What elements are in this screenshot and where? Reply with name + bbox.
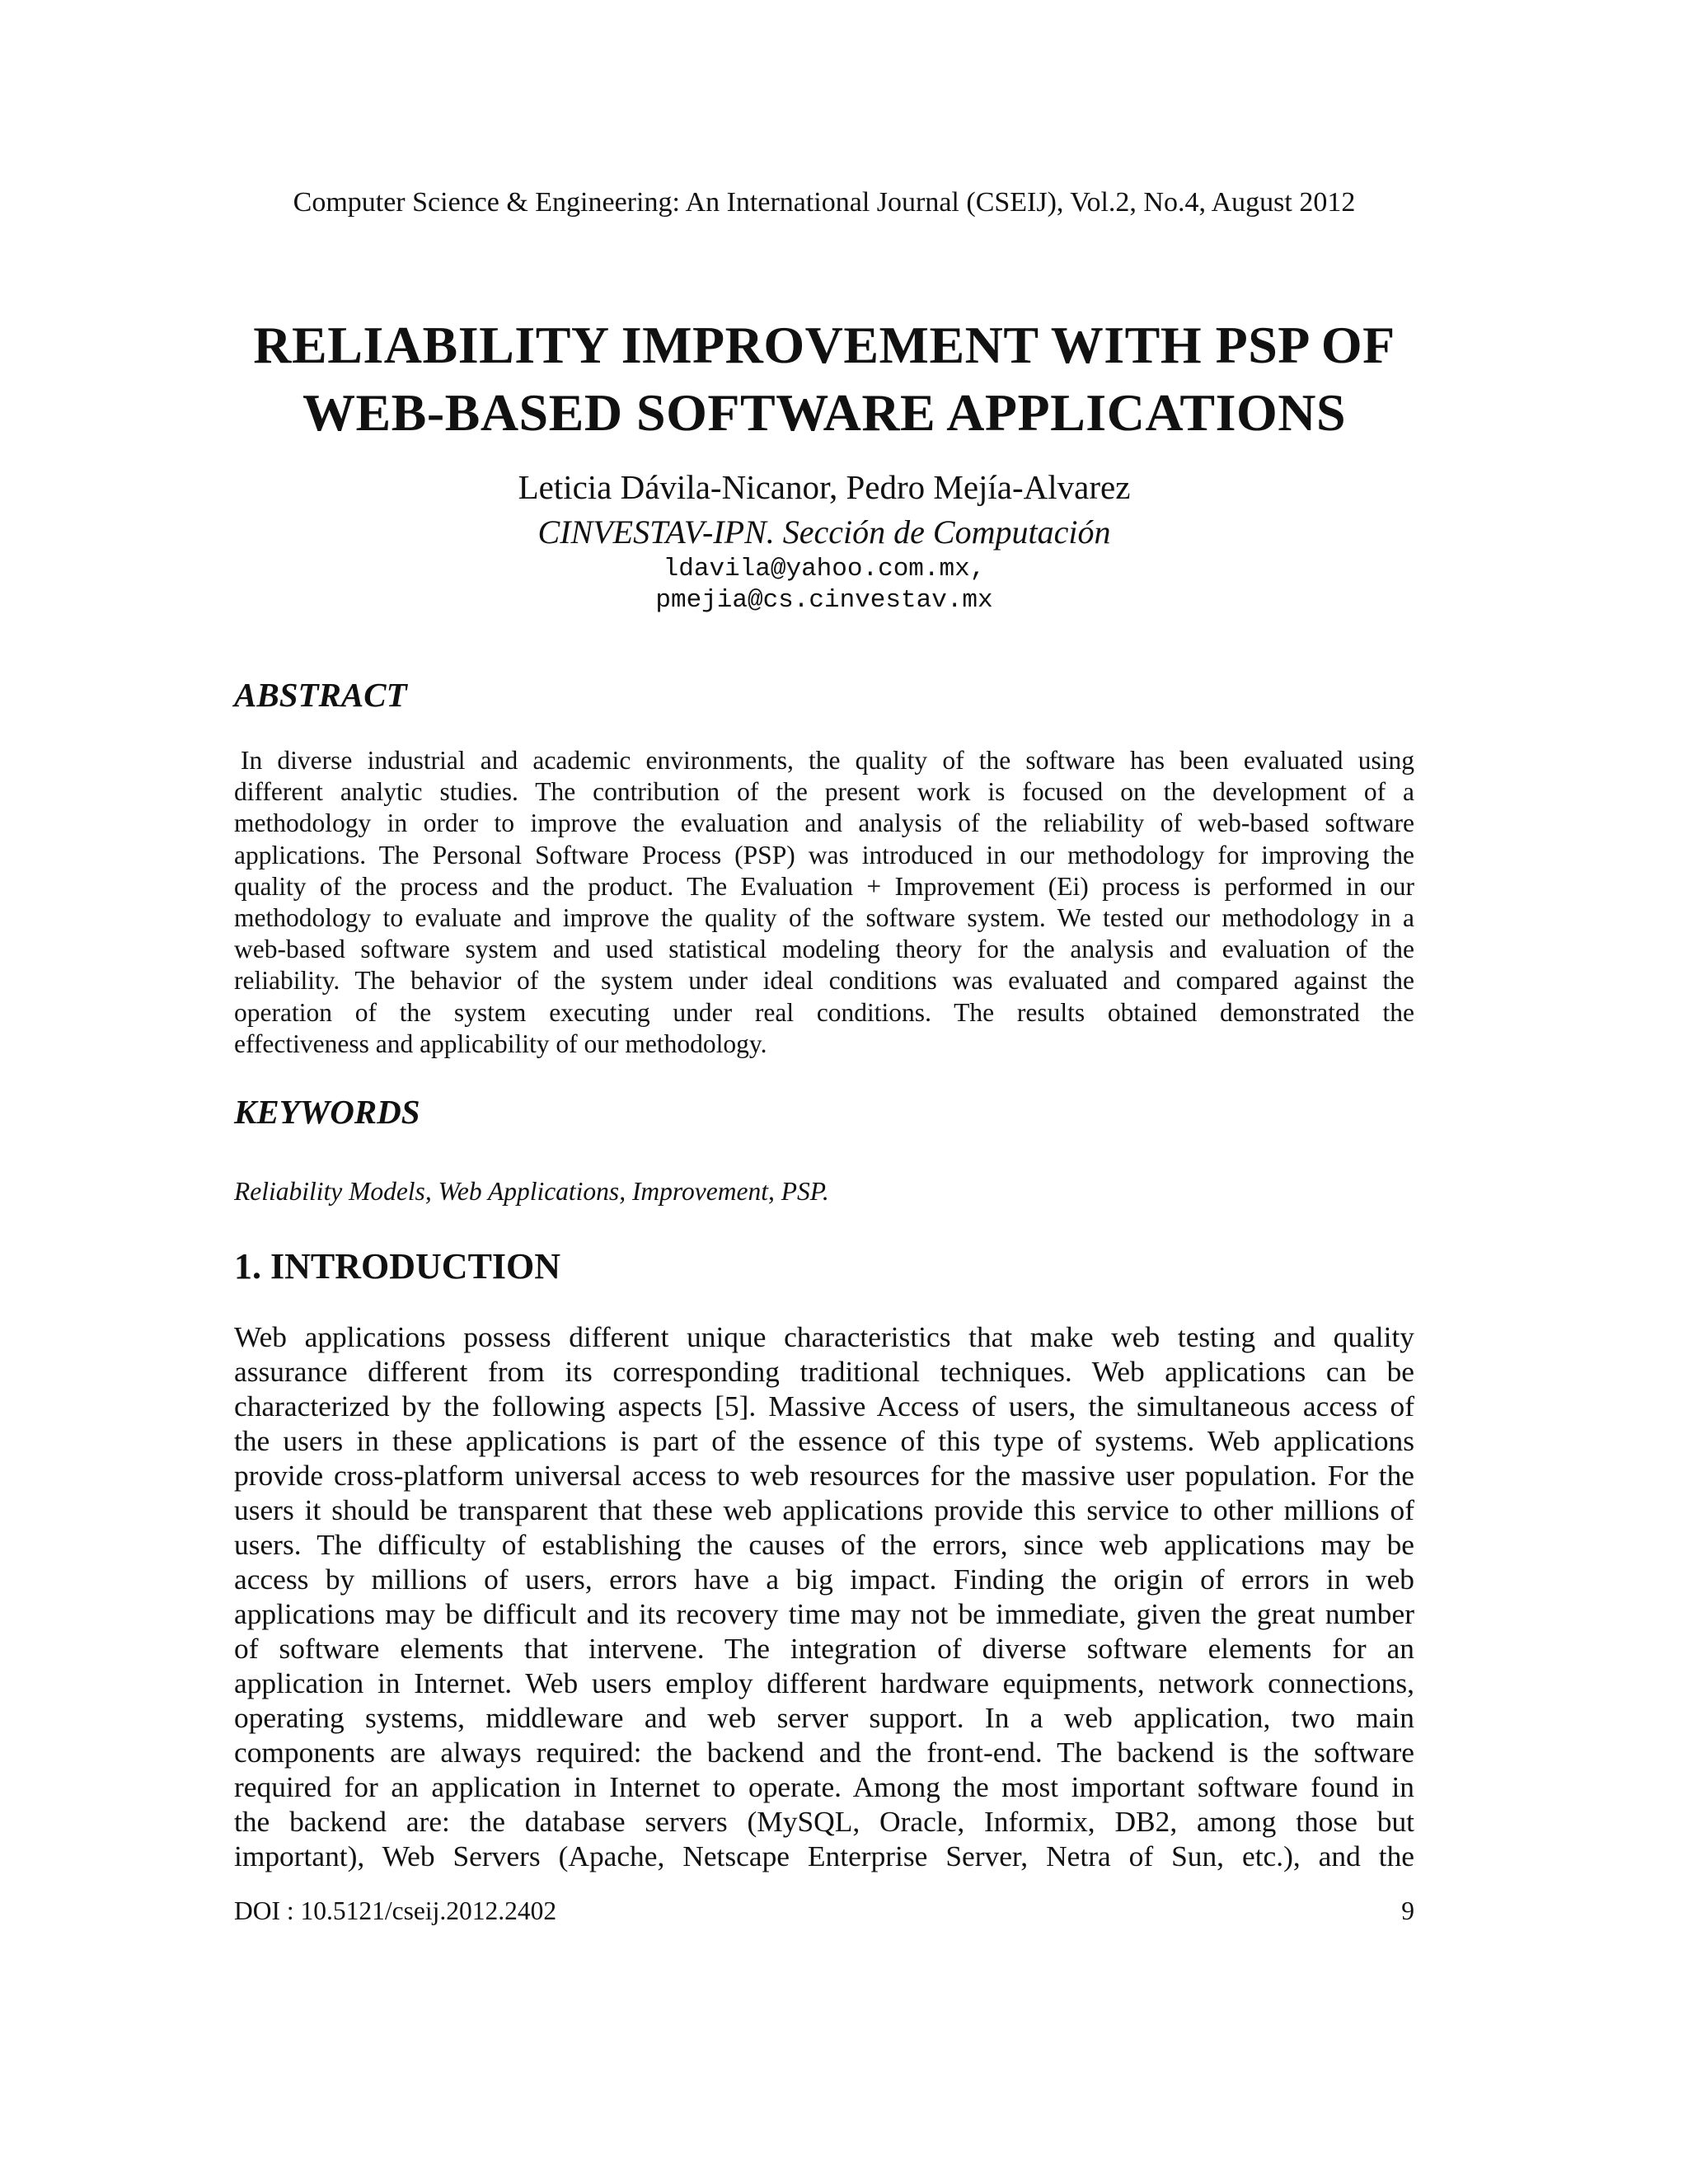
intro-line: applications may be difficult and its recovery time may not be immediate, given the great number (234, 1597, 1414, 1630)
intro-line: provide cross-platform universal access to web resources for the massive user population. For the (234, 1459, 1414, 1492)
keywords-heading: KEYWORDS (234, 1093, 420, 1131)
abstract-line: methodology to evaluate and improve the quality of the software system. We tested our methodology in a (234, 903, 1414, 933)
intro-line: the users in these applications is part of the essence of this type of systems. Web applications (234, 1424, 1414, 1457)
paper-title-line-1: RELIABILITY IMPROVEMENT WITH PSP OF (253, 316, 1395, 374)
paper-title (0, 312, 1648, 447)
running-header: Computer Science & Engineering: An International Journal (CSEIJ), Vol.2, No.4, August 2012 (293, 187, 1356, 218)
intro-line: operating systems, middleware and web server support. In a web application, two main (234, 1701, 1414, 1734)
doi-footer: DOI : 10.5121/cseij.2012.2402 (234, 1896, 557, 1925)
abstract-line: operation of the system executing under real conditions. The results obtained demonstrated the (234, 997, 1414, 1027)
intro-line: users. The difficulty of establishing the causes of the errors, since web applications may be (234, 1528, 1414, 1561)
abstract-line: effectiveness and applicability of our methodology. (234, 1029, 767, 1058)
email-line: ldavila@yahoo.com.mx, (663, 555, 986, 583)
abstract-line: quality of the process and the product. The Evaluation + Improvement (Ei) process is performed in our (234, 871, 1414, 901)
intro-line: of software elements that intervene. The integration of diverse software elements for an (234, 1632, 1414, 1665)
abstract-line: methodology in order to improve the evaluation and analysis of the reliability of web-based software (234, 808, 1414, 838)
abstract-line: different analytic studies. The contribution of the present work is focused on the development of a (234, 777, 1414, 807)
intro-line: access by millions of users, errors have a big impact. Finding the origin of errors in web (234, 1563, 1414, 1596)
introduction-body (234, 1319, 1414, 1873)
author-list: Leticia Dávila-Nicanor, Pedro Mejía-Alvarez (518, 468, 1131, 506)
abstract-line: In diverse industrial and academic environments, the quality of the software has been evaluated using (241, 746, 1414, 775)
abstract-body (234, 745, 1414, 1060)
keywords-list: Reliability Models, Web Applications, Improvement, PSP. (234, 1177, 829, 1206)
intro-line: components are always required: the backend and the front-end. The backend is the software (234, 1736, 1414, 1769)
intro-line: the backend are: the database servers (MySQL, Oracle, Informix, DB2, among those but (234, 1805, 1414, 1838)
intro-line: application in Internet. Web users employ different hardware equipments, network connections, (234, 1666, 1414, 1699)
author-emails (0, 554, 1648, 616)
paper-title-line-2: WEB-BASED SOFTWARE APPLICATIONS (302, 383, 1347, 442)
intro-line: users it should be transparent that these web applications provide this service to other millions of (234, 1493, 1414, 1526)
intro-line: characterized by the following aspects [5]. Massive Access of users, the simultaneous access of (234, 1390, 1414, 1422)
email-line: pmejia@cs.cinvestav.mx (655, 586, 993, 615)
abstract-heading: ABSTRACT (234, 676, 407, 714)
affiliation: CINVESTAV-IPN. Sección de Computación (537, 513, 1111, 551)
intro-line: Web applications possess different unique characteristics that make web testing and quality (234, 1320, 1414, 1353)
abstract-line: web-based software system and used statistical modeling theory for the analysis and evaluation of the (234, 935, 1414, 964)
introduction-heading: 1. INTRODUCTION (234, 1246, 561, 1286)
page-number: 9 (1401, 1896, 1414, 1925)
abstract-line: reliability. The behavior of the system under ideal conditions was evaluated and compared against the (234, 966, 1414, 996)
intro-line: assurance different from its corresponding traditional techniques. Web applications can be (234, 1355, 1414, 1388)
intro-line: required for an application in Internet to operate. Among the most important software found in (234, 1770, 1414, 1803)
abstract-line: applications. The Personal Software Process (PSP) was introduced in our methodology for improving the (234, 840, 1414, 869)
intro-line: important), Web Servers (Apache, Netscape Enterprise Server, Netra of Sun, etc.), and the (234, 1840, 1414, 1872)
